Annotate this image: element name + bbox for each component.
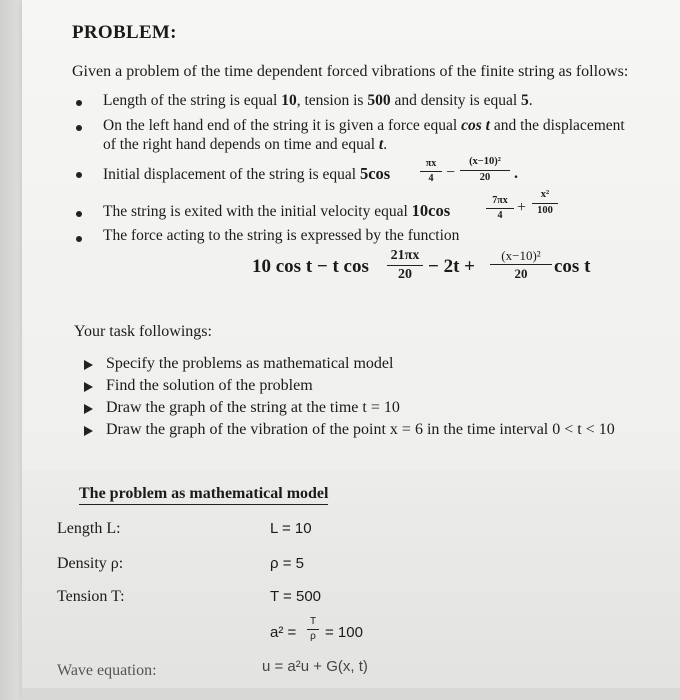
denominator: 20 <box>398 267 412 282</box>
model-title: The problem as mathematical model <box>79 485 328 505</box>
text: On the left hand end of the string it is given a force equal <box>103 117 462 134</box>
wave-equation-label: Wave equation: <box>57 662 157 679</box>
text: and the displacement <box>489 117 625 134</box>
plus-sign: + <box>517 199 527 216</box>
bottom-toolbar-strip <box>22 688 680 700</box>
numerator: x² <box>540 189 550 200</box>
numerator: (x−10)² <box>501 248 541 263</box>
force-expression: cos t <box>461 117 490 134</box>
task-item: Draw the graph of the vibration of the point x = 6 in the time interval 0 < t < 10 <box>106 421 615 438</box>
arrow-bullet-icon <box>84 360 93 370</box>
bullet-dot <box>76 125 82 131</box>
denominator: ρ <box>310 631 316 642</box>
task-item: Draw the graph of the string at the time t = 10 <box>106 399 400 416</box>
fraction-bar <box>387 265 423 266</box>
fraction-bar <box>420 171 442 172</box>
tension-value: 500 <box>367 92 391 109</box>
text: The string is exited with the initial velocity equal <box>103 203 412 220</box>
length-label: Length L: <box>57 520 121 537</box>
density-value: ρ = 5 <box>270 555 304 572</box>
problem-title: PROBLEM: <box>72 22 177 43</box>
fraction-bar <box>460 170 510 171</box>
t-variable: t <box>378 136 384 153</box>
fraction-pix-over-4 <box>420 159 442 184</box>
text: of the right hand depends on time and equal <box>103 136 379 153</box>
a-squared-lhs: a² = <box>270 624 297 641</box>
fraction-bar <box>532 203 558 204</box>
bullet-dot <box>76 172 82 178</box>
bullet-initial-displacement <box>103 164 390 184</box>
denominator: 4 <box>497 210 503 221</box>
fraction-x-minus-10-squared-over-20 <box>490 249 552 280</box>
fraction-7pix-over-4 <box>486 196 514 221</box>
length-value: L = 10 <box>270 520 312 537</box>
fraction-x-minus-10-squared-over-20 <box>460 157 510 183</box>
bullet-force-function: The force acting to the string is expressed by the function <box>103 227 460 244</box>
denominator: 100 <box>537 204 553 216</box>
period: . <box>514 165 518 182</box>
fraction-t-over-rho <box>307 617 319 642</box>
text: Initial displacement of the string is equal <box>103 166 360 183</box>
text: Length of the string is equal <box>103 92 282 109</box>
force-formula-part2: − 2t + <box>428 256 475 277</box>
text: , tension is <box>296 92 368 109</box>
task-item: Find the solution of the problem <box>106 377 313 394</box>
cos-coefficient: 5cos <box>359 164 391 183</box>
fraction-bar <box>307 629 319 630</box>
a-squared-rhs: = 100 <box>325 624 363 641</box>
bullet-left-end-force <box>103 117 625 135</box>
density-value: 5 <box>521 92 529 109</box>
text: and density is equal <box>390 92 522 109</box>
fraction-x-squared-over-100 <box>532 190 558 216</box>
bullet-initial-velocity <box>103 201 450 221</box>
denominator: 20 <box>514 266 528 281</box>
text: . <box>528 92 533 109</box>
tension-value: T = 500 <box>270 588 322 605</box>
task-item: Specify the problems as mathematical model <box>106 355 394 372</box>
numerator: T <box>309 616 317 627</box>
arrow-bullet-icon <box>84 426 93 436</box>
document-page <box>22 0 680 700</box>
fraction-bar <box>490 264 552 265</box>
bullet-dot <box>76 100 82 106</box>
denominator: 20 <box>479 171 491 183</box>
denominator: 4 <box>428 173 434 184</box>
cos-coefficient: 10cos <box>411 201 451 220</box>
fraction-bar <box>486 208 514 209</box>
numerator: (x−10)² <box>469 156 501 167</box>
minus-sign: − <box>446 164 456 181</box>
fraction-21pix-over-20 <box>387 249 423 282</box>
tension-label: Tension T: <box>57 588 125 605</box>
force-formula-part3: cos t <box>554 256 591 277</box>
numerator: 7πx <box>492 195 508 206</box>
bullet-dot <box>76 236 82 242</box>
tasks-heading: Your task followings: <box>74 323 212 340</box>
wave-equation: u = a²u + G(x, t) <box>262 658 368 675</box>
density-label: Density ρ: <box>57 555 124 572</box>
numerator: 21πx <box>390 248 420 263</box>
bullet-length-tension-density <box>103 92 533 110</box>
numerator: πx <box>425 158 437 169</box>
force-formula-part1: 10 cos t − t cos <box>252 256 369 277</box>
bullet-dot <box>76 211 82 217</box>
bullet-right-end-displacement <box>103 136 387 154</box>
page-left-shadow <box>0 0 22 700</box>
arrow-bullet-icon <box>84 404 93 414</box>
length-value: 10 <box>281 92 297 109</box>
text: . <box>383 136 388 153</box>
arrow-bullet-icon <box>84 382 93 392</box>
problem-intro: Given a problem of the time dependent forced vibrations of the finite string as follows: <box>72 63 629 80</box>
